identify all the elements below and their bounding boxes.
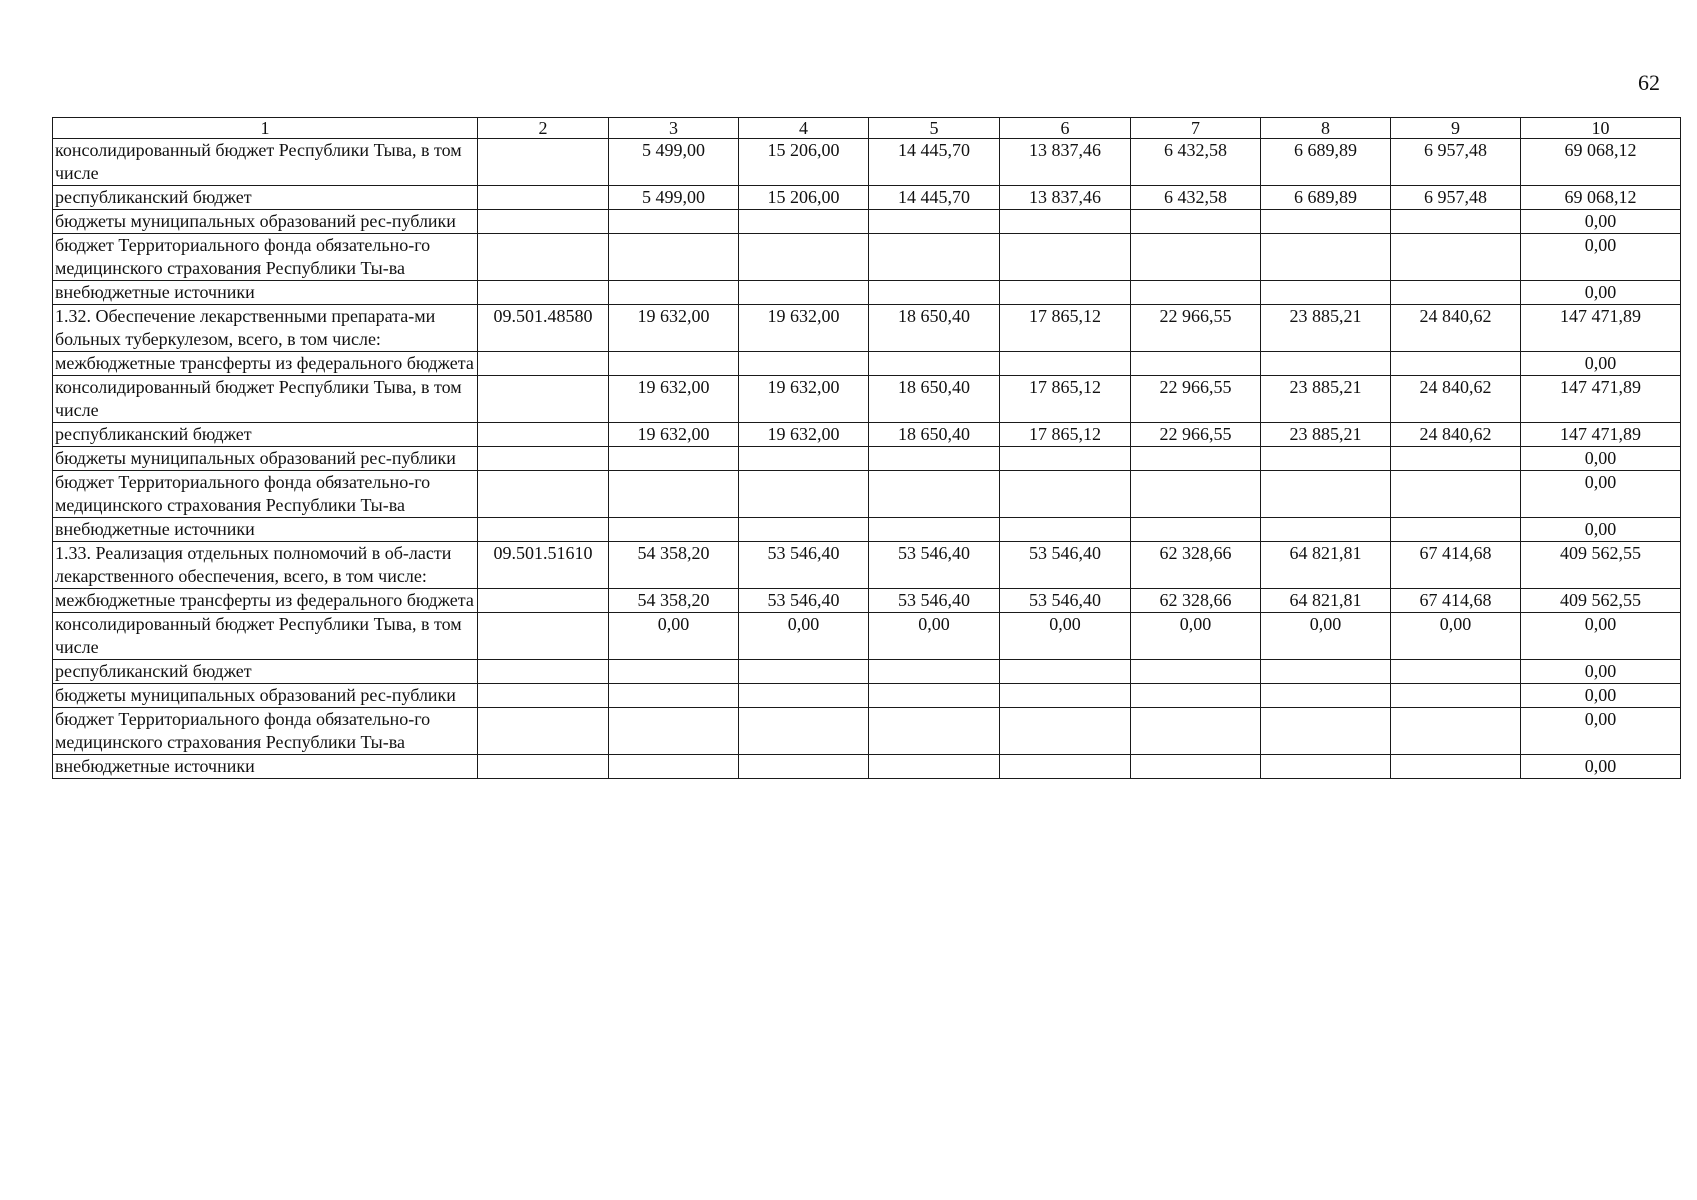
row-value	[1391, 352, 1521, 376]
row-value	[1131, 352, 1261, 376]
row-value: 53 546,40	[1000, 542, 1131, 589]
row-value: 13 837,46	[1000, 139, 1131, 186]
column-header: 9	[1391, 118, 1521, 139]
row-name: внебюджетные источники	[53, 755, 478, 779]
row-value: 5 499,00	[609, 186, 739, 210]
row-code	[478, 684, 609, 708]
row-value	[1000, 471, 1131, 518]
row-code	[478, 352, 609, 376]
header-row	[53, 118, 1681, 139]
table-row	[53, 234, 1681, 281]
row-value: 67 414,68	[1391, 589, 1521, 613]
row-value	[869, 447, 1000, 471]
row-value	[1000, 234, 1131, 281]
row-value	[1261, 447, 1391, 471]
table-row	[53, 542, 1681, 589]
row-value	[1131, 708, 1261, 755]
row-code: 09.501.48580	[478, 305, 609, 352]
row-value: 6 957,48	[1391, 186, 1521, 210]
row-value: 0,00	[1000, 613, 1131, 660]
row-value: 23 885,21	[1261, 305, 1391, 352]
row-value: 19 632,00	[739, 305, 869, 352]
row-total: 147 471,89	[1521, 305, 1681, 352]
column-header: 6	[1000, 118, 1131, 139]
row-value	[1391, 447, 1521, 471]
row-value	[1131, 210, 1261, 234]
row-value	[609, 684, 739, 708]
row-value: 24 840,62	[1391, 305, 1521, 352]
row-code	[478, 660, 609, 684]
table-row	[53, 518, 1681, 542]
row-value	[869, 210, 1000, 234]
row-value: 18 650,40	[869, 376, 1000, 423]
row-value	[609, 708, 739, 755]
table-row	[53, 708, 1681, 755]
row-value	[1391, 684, 1521, 708]
row-value: 13 837,46	[1000, 186, 1131, 210]
row-value	[739, 708, 869, 755]
row-value	[869, 471, 1000, 518]
row-value	[869, 518, 1000, 542]
row-value: 54 358,20	[609, 589, 739, 613]
row-total: 0,00	[1521, 613, 1681, 660]
row-value	[1131, 755, 1261, 779]
table-row	[53, 684, 1681, 708]
row-code	[478, 281, 609, 305]
row-value: 19 632,00	[609, 376, 739, 423]
row-value: 0,00	[1261, 613, 1391, 660]
column-header: 2	[478, 118, 609, 139]
row-value	[1261, 471, 1391, 518]
table-row	[53, 471, 1681, 518]
column-header: 10	[1521, 118, 1681, 139]
row-value: 53 546,40	[739, 589, 869, 613]
row-value	[609, 447, 739, 471]
row-value: 24 840,62	[1391, 423, 1521, 447]
row-value	[1391, 471, 1521, 518]
column-header: 3	[609, 118, 739, 139]
row-code	[478, 423, 609, 447]
table-row	[53, 186, 1681, 210]
column-header: 4	[739, 118, 869, 139]
row-total: 69 068,12	[1521, 139, 1681, 186]
row-name: республиканский бюджет	[53, 186, 478, 210]
row-value	[1000, 281, 1131, 305]
row-value	[1261, 281, 1391, 305]
row-value	[1000, 447, 1131, 471]
row-code	[478, 186, 609, 210]
row-name: межбюджетные трансферты из федерального бюджета	[53, 589, 478, 613]
row-name: внебюджетные источники	[53, 281, 478, 305]
row-code	[478, 234, 609, 281]
row-value	[609, 660, 739, 684]
row-value	[1261, 660, 1391, 684]
column-header: 1	[53, 118, 478, 139]
row-total: 0,00	[1521, 352, 1681, 376]
table-row	[53, 755, 1681, 779]
row-value	[609, 352, 739, 376]
row-value	[609, 234, 739, 281]
table-row	[53, 423, 1681, 447]
row-code	[478, 755, 609, 779]
row-value: 53 546,40	[1000, 589, 1131, 613]
row-name: бюджеты муниципальных образований рес-публики	[53, 447, 478, 471]
table-row	[53, 305, 1681, 352]
row-code	[478, 139, 609, 186]
table-body	[53, 139, 1681, 779]
row-value: 62 328,66	[1131, 589, 1261, 613]
table-row	[53, 281, 1681, 305]
row-value: 54 358,20	[609, 542, 739, 589]
page-number: 62	[1638, 70, 1660, 95]
row-value	[1391, 281, 1521, 305]
row-value: 18 650,40	[869, 305, 1000, 352]
row-name: межбюджетные трансферты из федерального бюджета	[53, 352, 478, 376]
row-value	[869, 755, 1000, 779]
row-name: республиканский бюджет	[53, 423, 478, 447]
row-name: бюджет Территориального фонда обязательно-го медицинского страхования Республики Ты-ва	[53, 234, 478, 281]
row-total: 0,00	[1521, 281, 1681, 305]
row-value: 17 865,12	[1000, 305, 1131, 352]
row-value	[739, 471, 869, 518]
row-value: 0,00	[609, 613, 739, 660]
table-row	[53, 376, 1681, 423]
row-value	[1000, 755, 1131, 779]
row-value: 64 821,81	[1261, 589, 1391, 613]
row-name: бюджеты муниципальных образований рес-публики	[53, 684, 478, 708]
row-value	[1131, 518, 1261, 542]
row-value	[739, 234, 869, 281]
row-value: 15 206,00	[739, 186, 869, 210]
row-value	[1131, 660, 1261, 684]
row-name: бюджеты муниципальных образований рес-публики	[53, 210, 478, 234]
row-code: 09.501.51610	[478, 542, 609, 589]
row-value: 0,00	[1131, 613, 1261, 660]
budget-table	[52, 117, 1681, 779]
row-value: 22 966,55	[1131, 305, 1261, 352]
row-total: 409 562,55	[1521, 542, 1681, 589]
row-value	[609, 755, 739, 779]
row-value: 23 885,21	[1261, 423, 1391, 447]
row-value	[1000, 352, 1131, 376]
row-total: 147 471,89	[1521, 376, 1681, 423]
table-row	[53, 613, 1681, 660]
row-value	[1391, 210, 1521, 234]
row-value: 6 432,58	[1131, 139, 1261, 186]
row-total: 0,00	[1521, 234, 1681, 281]
row-value	[1000, 210, 1131, 234]
row-name: консолидированный бюджет Республики Тыва, в том числе	[53, 613, 478, 660]
row-value: 0,00	[739, 613, 869, 660]
row-code	[478, 518, 609, 542]
row-value: 22 966,55	[1131, 423, 1261, 447]
row-value	[609, 471, 739, 518]
row-total: 0,00	[1521, 684, 1681, 708]
row-name: внебюджетные источники	[53, 518, 478, 542]
row-value	[1000, 708, 1131, 755]
row-value	[739, 447, 869, 471]
table-row	[53, 210, 1681, 234]
row-code	[478, 376, 609, 423]
row-value	[1131, 447, 1261, 471]
row-value	[1131, 684, 1261, 708]
row-value: 5 499,00	[609, 139, 739, 186]
row-total: 0,00	[1521, 708, 1681, 755]
row-name: республиканский бюджет	[53, 660, 478, 684]
row-value: 19 632,00	[609, 305, 739, 352]
row-value: 0,00	[1391, 613, 1521, 660]
row-value	[1391, 708, 1521, 755]
row-value	[1000, 660, 1131, 684]
row-value	[869, 708, 1000, 755]
row-total: 0,00	[1521, 447, 1681, 471]
row-value: 17 865,12	[1000, 376, 1131, 423]
row-code	[478, 589, 609, 613]
row-value: 14 445,70	[869, 186, 1000, 210]
row-value	[1391, 660, 1521, 684]
row-value	[1261, 708, 1391, 755]
row-value: 53 546,40	[869, 542, 1000, 589]
row-value	[739, 518, 869, 542]
column-header: 8	[1261, 118, 1391, 139]
row-value	[1261, 352, 1391, 376]
row-name: бюджет Территориального фонда обязательно-го медицинского страхования Республики Ты-ва	[53, 471, 478, 518]
row-value: 53 546,40	[739, 542, 869, 589]
row-value: 67 414,68	[1391, 542, 1521, 589]
row-value: 18 650,40	[869, 423, 1000, 447]
row-value	[1131, 234, 1261, 281]
row-total: 409 562,55	[1521, 589, 1681, 613]
row-value	[869, 281, 1000, 305]
row-value	[1391, 755, 1521, 779]
row-code	[478, 447, 609, 471]
row-name: 1.33. Реализация отдельных полномочий в об-ласти лекарственного обеспечения, всего, в том числе:	[53, 542, 478, 589]
row-value	[609, 518, 739, 542]
row-value	[1261, 234, 1391, 281]
row-name: консолидированный бюджет Республики Тыва, в том числе	[53, 139, 478, 186]
row-value	[1261, 755, 1391, 779]
row-value	[609, 210, 739, 234]
row-value	[1000, 684, 1131, 708]
row-value: 22 966,55	[1131, 376, 1261, 423]
row-value	[1131, 281, 1261, 305]
row-value	[1261, 684, 1391, 708]
table-row	[53, 589, 1681, 613]
row-value	[739, 660, 869, 684]
row-value: 19 632,00	[739, 423, 869, 447]
row-value	[1261, 518, 1391, 542]
row-value: 62 328,66	[1131, 542, 1261, 589]
row-value: 14 445,70	[869, 139, 1000, 186]
row-value	[1000, 518, 1131, 542]
row-value: 24 840,62	[1391, 376, 1521, 423]
row-value: 19 632,00	[739, 376, 869, 423]
row-total: 0,00	[1521, 660, 1681, 684]
row-value: 53 546,40	[869, 589, 1000, 613]
row-value: 17 865,12	[1000, 423, 1131, 447]
row-name: консолидированный бюджет Республики Тыва, в том числе	[53, 376, 478, 423]
row-value	[1131, 471, 1261, 518]
table-row	[53, 139, 1681, 186]
row-value	[739, 352, 869, 376]
row-value	[739, 210, 869, 234]
row-value	[1391, 234, 1521, 281]
row-value: 19 632,00	[609, 423, 739, 447]
row-name: 1.32. Обеспечение лекарственными препарата-ми больных туберкулезом, всего, в том числе:	[53, 305, 478, 352]
row-total: 147 471,89	[1521, 423, 1681, 447]
row-code	[478, 708, 609, 755]
row-code	[478, 471, 609, 518]
row-value	[869, 352, 1000, 376]
table-row	[53, 352, 1681, 376]
row-value	[869, 684, 1000, 708]
row-value	[1261, 210, 1391, 234]
row-code	[478, 613, 609, 660]
column-header: 7	[1131, 118, 1261, 139]
table-row	[53, 660, 1681, 684]
row-value: 23 885,21	[1261, 376, 1391, 423]
row-value	[739, 684, 869, 708]
row-value: 6 957,48	[1391, 139, 1521, 186]
row-value: 0,00	[869, 613, 1000, 660]
row-value: 6 432,58	[1131, 186, 1261, 210]
row-value	[1391, 518, 1521, 542]
row-value	[869, 660, 1000, 684]
row-value: 6 689,89	[1261, 139, 1391, 186]
row-total: 0,00	[1521, 518, 1681, 542]
row-total: 0,00	[1521, 755, 1681, 779]
row-total: 69 068,12	[1521, 186, 1681, 210]
column-header: 5	[869, 118, 1000, 139]
row-value	[739, 755, 869, 779]
row-name: бюджет Территориального фонда обязательно-го медицинского страхования Республики Ты-ва	[53, 708, 478, 755]
row-value	[739, 281, 869, 305]
row-value	[609, 281, 739, 305]
row-value: 64 821,81	[1261, 542, 1391, 589]
table-row	[53, 447, 1681, 471]
row-total: 0,00	[1521, 471, 1681, 518]
row-value	[869, 234, 1000, 281]
row-total: 0,00	[1521, 210, 1681, 234]
row-code	[478, 210, 609, 234]
row-value: 6 689,89	[1261, 186, 1391, 210]
row-value: 15 206,00	[739, 139, 869, 186]
